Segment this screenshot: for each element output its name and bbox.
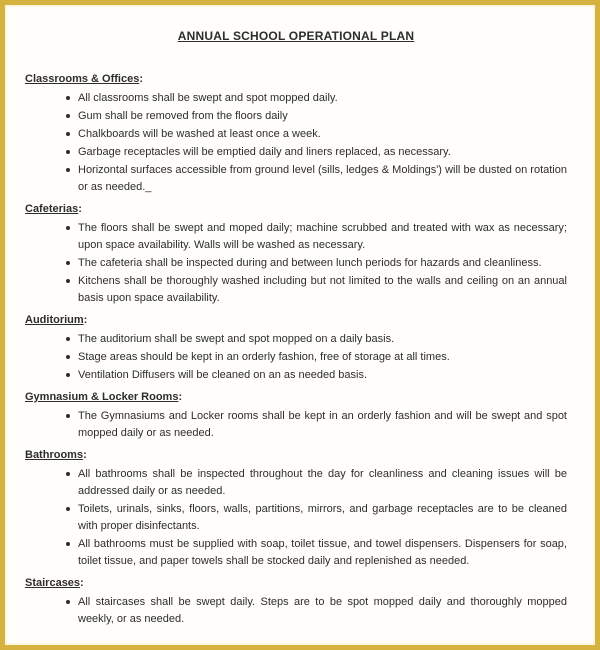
bullet-item: The auditorium shall be swept and spot mopped on a daily basis. (25, 331, 567, 348)
section (25, 202, 567, 307)
section-heading (25, 72, 567, 86)
bullet-item: Stage areas should be kept in an orderly fashion, free of storage at all times. (25, 349, 567, 366)
bullet-list (25, 408, 567, 442)
sections-container (25, 72, 567, 628)
section-heading-text: Gymnasium & Locker Rooms (25, 391, 179, 403)
bullet-item: The floors shall be swept and moped daily; machine scrubbed and treated with wax as necessary; upon space availability. Walls will be washed as necessary. (25, 220, 567, 254)
section (25, 576, 567, 628)
heading-colon: : (80, 577, 84, 589)
section-heading-text: Staircases (25, 577, 81, 589)
bullet-item: Garbage receptacles will be emptied daily and liners replaced, as necessary. (25, 144, 567, 161)
bullet-list (25, 466, 567, 570)
section (25, 313, 567, 384)
bullet-item: All classrooms shall be swept and spot mopped daily. (25, 90, 567, 107)
section-heading (25, 390, 567, 404)
heading-colon: : (139, 73, 143, 85)
bullet-item: All bathrooms shall be inspected throughout the day for cleanliness and cleaning issues will be addressed daily or as needed. (25, 466, 567, 500)
bullet-item: All staircases shall be swept daily. Steps are to be spot mopped daily and thoroughly mopped weekly, or as needed. (25, 594, 567, 628)
section (25, 448, 567, 570)
section-heading (25, 202, 567, 216)
section-heading (25, 448, 567, 462)
bullet-list (25, 220, 567, 307)
heading-colon: : (83, 449, 87, 461)
bullet-list (25, 90, 567, 196)
bullet-item: Horizontal surfaces accessible from ground level (sills, ledges & Moldings') will be dusted on rotation or as needed._ (25, 162, 567, 196)
section (25, 390, 567, 442)
page-title: ANNUAL SCHOOL OPERATIONAL PLAN (177, 29, 415, 43)
bullet-list (25, 594, 567, 628)
section-heading-text: Cafeterias (25, 203, 79, 215)
bullet-item: The Gymnasiums and Locker rooms shall be kept in an orderly fashion and will be swept and spot mopped daily or as needed. (25, 408, 567, 442)
section-heading (25, 313, 567, 327)
bullet-list (25, 331, 567, 384)
section-heading (25, 576, 567, 590)
bullet-item: Ventilation Diffusers will be cleaned on an as needed basis. (25, 367, 567, 384)
document-content (5, 5, 595, 628)
heading-colon: : (83, 314, 88, 326)
heading-colon: : (78, 203, 82, 215)
bullet-item: Toilets, urinals, sinks, floors, walls, partitions, mirrors, and garbage receptacles are to be cleaned with proper disinfectants. (25, 501, 567, 535)
section-heading-text: Bathrooms (25, 449, 84, 461)
heading-colon: : (178, 391, 183, 403)
section-heading-text: Classrooms & Offices (25, 73, 140, 85)
bullet-item: Kitchens shall be thoroughly washed including but not limited to the walls and ceiling on an annual basis upon space availability. (25, 273, 567, 307)
bullet-item: Gum shall be removed from the floors daily (25, 108, 567, 125)
section (25, 72, 567, 196)
bullet-item: The cafeteria shall be inspected during and between lunch periods for hazards and cleanliness. (25, 255, 567, 272)
bullet-item: All bathrooms must be supplied with soap, toilet tissue, and towel dispensers. Dispensers for soap, toilet tissue, and paper towels shall be stocked daily and replenished as needed. (25, 536, 567, 570)
bullet-item: Chalkboards will be washed at least once a week. (25, 126, 567, 143)
section-heading-text: Auditorium (25, 314, 84, 326)
